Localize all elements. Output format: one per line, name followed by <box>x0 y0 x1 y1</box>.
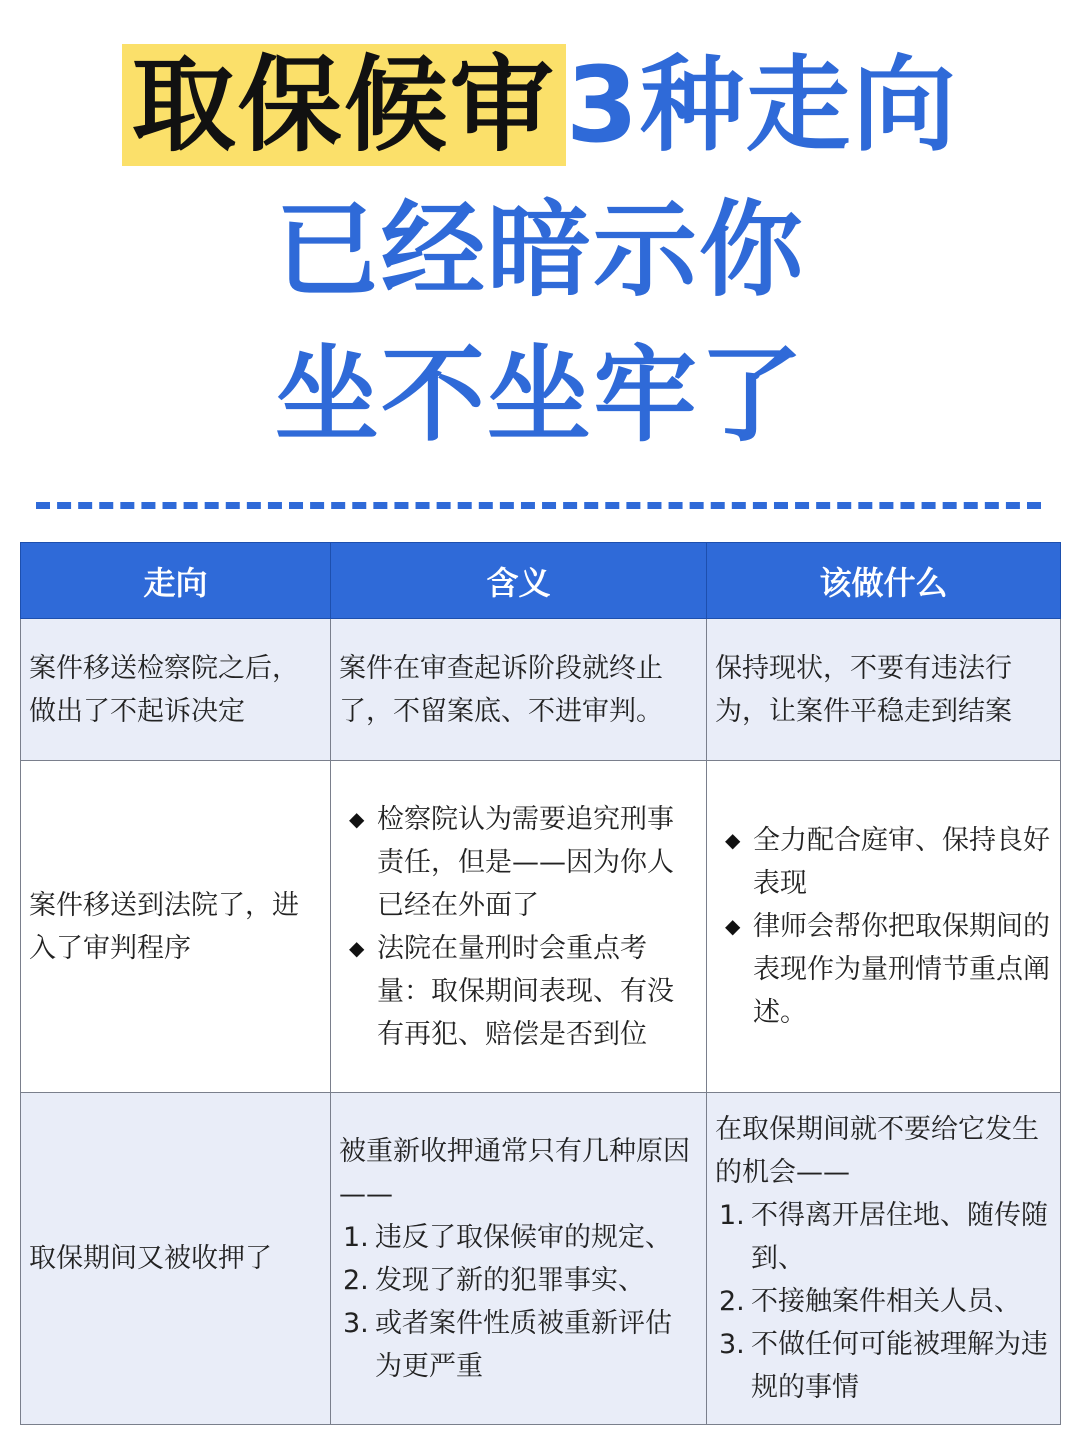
row2-action <box>707 761 1061 1093</box>
title-highlight: 取保候审 <box>122 44 566 166</box>
list-item: 2. 发现了新的犯罪事实、 <box>343 1264 645 1296</box>
list-item: 2. 不接触案件相关人员、 <box>719 1286 1021 1317</box>
title-line-2: 已经暗示你 <box>274 189 805 311</box>
list-item: ◆ 律师会帮你把取保期间的表现作为量刑情节重点阐述。 <box>715 905 1052 1034</box>
row2-meaning <box>331 761 707 1093</box>
header-direction: 走向 <box>21 543 331 619</box>
row3-meaning <box>331 1093 707 1425</box>
row3-action <box>707 1093 1061 1425</box>
title-line-3: 坐不坐牢了 <box>274 334 805 456</box>
row1-meaning: 案件在审查起诉阶段就终止了，不留案底、不进审判。 <box>331 619 707 761</box>
list-item: 1. 不得离开居住地、随传随到、 <box>719 1200 1048 1274</box>
table-header-row <box>21 543 1061 619</box>
row1-direction: 案件移送检察院之后，做出了不起诉决定 <box>21 619 331 761</box>
row3-action-intro: 在取保期间就不要给它发生的机会—— <box>715 1114 1039 1188</box>
table-row <box>21 619 1061 761</box>
list-item: 3. 不做任何可能被理解为违规的事情 <box>719 1329 1048 1403</box>
title-block <box>0 0 1080 470</box>
header-meaning: 含义 <box>331 543 707 619</box>
dashed-divider <box>36 502 1041 509</box>
diamond-bullet-icon: ◆ <box>725 914 741 938</box>
list-item: ◆ 检察院认为需要追究刑事责任，但是——因为你人已经在外面了 <box>339 798 698 927</box>
table-row <box>21 1093 1061 1425</box>
list-item: 1. 违反了取保候审的规定、 <box>343 1221 672 1253</box>
row3-meaning-intro: 被重新收押通常只有几种原因—— <box>339 1135 690 1210</box>
title-line-1-rest: 3种走向 <box>565 44 959 166</box>
title-line-1 <box>0 40 1080 170</box>
diamond-bullet-icon: ◆ <box>349 806 365 831</box>
diamond-bullet-icon: ◆ <box>725 828 741 852</box>
list-item: ◆ 法院在量刑时会重点考量：取保期间表现、有没有再犯、赔偿是否到位 <box>339 927 698 1056</box>
list-item: 3. 或者案件性质被重新评估为更严重 <box>343 1307 672 1382</box>
list-item: ◆ 全力配合庭审、保持良好表现 <box>715 819 1052 905</box>
table-row <box>21 761 1061 1093</box>
header-action: 该做什么 <box>707 543 1061 619</box>
row3-direction: 取保期间又被收押了 <box>21 1093 331 1425</box>
diamond-bullet-icon: ◆ <box>349 935 365 960</box>
row1-action: 保持现状，不要有违法行为，让案件平稳走到结案 <box>707 619 1061 761</box>
outcomes-table <box>20 542 1060 1425</box>
row2-direction: 案件移送到法院了，进入了审判程序 <box>21 761 331 1093</box>
